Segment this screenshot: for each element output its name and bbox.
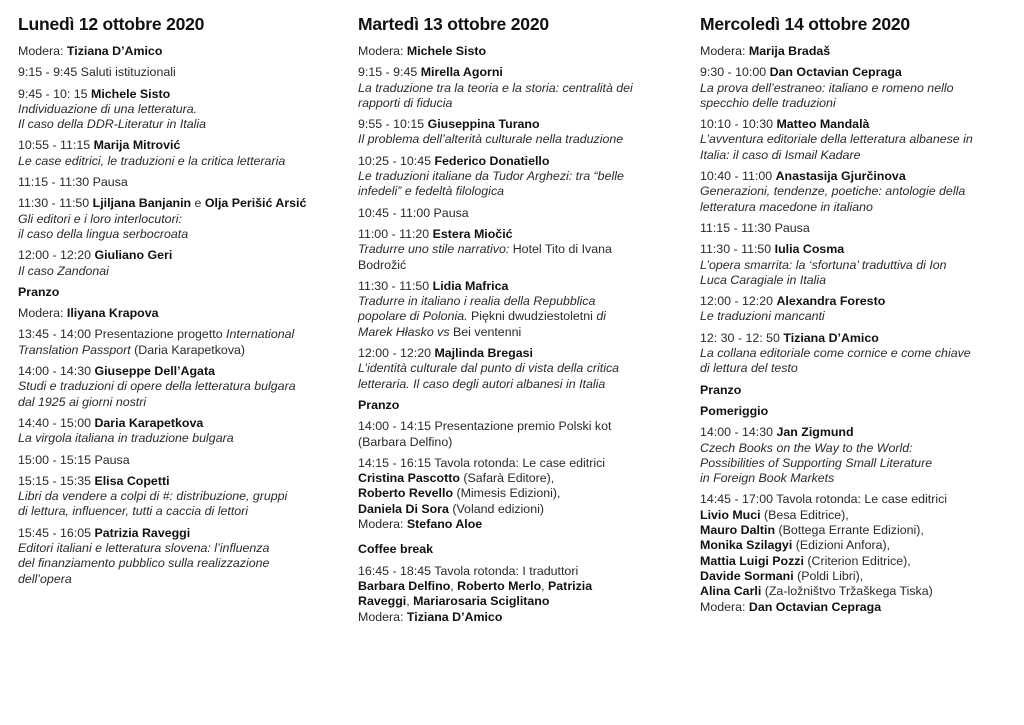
entry-text: ,	[450, 578, 458, 593]
speaker-name: Patrizia	[548, 578, 593, 593]
talk-title: Gli editori e i loro interlocutori:	[18, 211, 182, 226]
speaker-name: Pranzo	[358, 397, 400, 412]
entry-text: 16:45 - 18:45 Tavola rotonda: I traduttori	[358, 563, 579, 578]
entry-text: 9:45 - 10: 15	[18, 86, 92, 101]
talk-title: Possibilities of Supporting Small Literature	[700, 455, 933, 470]
speaker-name: Stefano Aloe	[406, 517, 483, 532]
speaker-name: Mariarosaria Sciglitano	[413, 594, 550, 609]
entry-text: 12:00 - 12:20	[358, 346, 435, 361]
entry-text: ,	[406, 594, 414, 609]
speaker-name: Pranzo	[18, 284, 60, 299]
talk-title: infedeli” e fedeltà filologica	[358, 184, 505, 199]
speaker-name: Patrizia Raveggi	[94, 525, 191, 540]
entry-text: (Mimesis Edizioni),	[453, 486, 561, 501]
schedule-entry	[700, 221, 1020, 236]
entry-text: 14:40 - 15:00	[18, 415, 95, 430]
entry-text: 15:15 - 15:35	[18, 473, 95, 488]
entry-text: 12:00 - 12:20	[700, 294, 777, 309]
schedule-list	[358, 44, 678, 625]
schedule-entry	[358, 542, 678, 557]
entry-text: 12:00 - 12:20	[18, 248, 95, 263]
speaker-name: Mattia Luigi Pozzi	[700, 553, 804, 568]
entry-text: Modera:	[358, 44, 407, 58]
schedule-entry	[700, 169, 1020, 215]
entry-text: (Barbara Delfino)	[358, 434, 453, 449]
schedule-entry	[358, 154, 678, 200]
speaker-name: Tiziana D’Amico	[406, 609, 503, 624]
entry-text: Modera:	[18, 44, 67, 58]
schedule-entry	[358, 419, 678, 450]
talk-title: Translation Passport	[18, 342, 131, 357]
schedule-entry	[18, 65, 338, 80]
entry-text: (Safarà Editore),	[459, 471, 555, 486]
day-column-tuesday	[358, 14, 678, 631]
talk-title: La collana editoriale come cornice e come chiave	[700, 346, 971, 361]
entry-text: 10:55 - 11:15	[18, 138, 94, 153]
schedule-entry	[358, 279, 678, 340]
talk-title: Individuazione di una letteratura.	[18, 101, 198, 116]
speaker-name: Giuseppina Turano	[427, 117, 540, 132]
schedule-entry	[18, 306, 338, 321]
entry-text: Bei ventenni	[453, 324, 522, 339]
entry-text: 11:30 - 11:50	[18, 196, 93, 211]
talk-title: Marek Hłasko vs	[358, 324, 454, 339]
talk-title: Italia: il caso di Ismail Kadare	[700, 147, 861, 162]
speaker-name: Pomeriggio	[700, 403, 769, 418]
speaker-name: Federico Donatiello	[434, 153, 550, 168]
talk-title: Studi e traduzioni di opere della letteratura bulgara	[18, 379, 296, 394]
schedule-entry	[18, 327, 338, 358]
speaker-name: Dan Octavian Cepraga	[769, 65, 902, 80]
schedule-entry	[358, 346, 678, 392]
talk-title: in Foreign Book Markets	[700, 471, 835, 486]
schedule-entry	[700, 331, 1020, 377]
schedule-list	[700, 44, 1020, 615]
entry-text: 10:40 - 11:00	[700, 169, 776, 184]
schedule-entry	[700, 294, 1020, 325]
schedule-entry	[18, 526, 338, 587]
talk-title: Czech Books on the Way to the World:	[700, 440, 913, 455]
day-title: Martedì 13 ottobre 2020	[358, 14, 549, 34]
speaker-name: Michele Sisto	[91, 86, 171, 101]
schedule-entry	[18, 416, 338, 447]
talk-title: Generazioni, tendenze, poetiche: antologie della	[700, 184, 966, 199]
entry-text: Hotel Tito di Ivana	[512, 242, 612, 257]
schedule-entry	[700, 242, 1020, 288]
entry-text: Modera:	[358, 609, 407, 624]
talk-title: Libri da vendere a colpi di #: distribuzione, gruppi	[18, 489, 288, 504]
entry-text: 10:10 - 10:30	[700, 117, 777, 132]
talk-title: L’identità culturale dal punto di vista della critica	[358, 361, 620, 376]
speaker-name: Livio Muci	[700, 507, 761, 522]
speaker-name: Tiziana D’Amico	[783, 330, 879, 345]
entry-text: 9:55 - 10:15	[358, 117, 428, 132]
talk-title: Tradurre uno stile narrativo:	[358, 242, 513, 257]
entry-text: 15:00 - 15:15 Pausa	[18, 452, 130, 467]
speaker-name: Alexandra Foresto	[776, 294, 886, 309]
schedule-entry	[700, 117, 1020, 163]
schedule-entry	[18, 87, 338, 133]
schedule-entry	[700, 492, 1020, 614]
entry-text: 9:15 - 9:45	[358, 65, 421, 80]
entry-text: (Poldi Libri),	[793, 568, 864, 583]
talk-title: dell’opera	[18, 571, 72, 586]
speaker-name: Daniela Di Sora	[358, 501, 449, 516]
entry-text: 11:15 - 11:30 Pausa	[18, 175, 128, 190]
entry-text: e	[191, 196, 205, 211]
speaker-name: Ljiljana Banjanin	[92, 196, 192, 211]
schedule-entry	[18, 474, 338, 520]
schedule-entry	[358, 398, 678, 413]
entry-text: (Za-ložništvo Tržaškega Tiska)	[761, 584, 933, 599]
entry-text: 14:00 - 14:30	[18, 364, 95, 379]
schedule-entry	[358, 456, 678, 532]
entry-text: Modera:	[358, 517, 407, 532]
entry-text: 15:45 - 16:05	[18, 525, 95, 540]
talk-title: Le case editrici, le traduzioni e la critica letteraria	[18, 153, 286, 168]
entry-text: 14:00 - 14:15 Presentazione premio Polski kot	[358, 419, 612, 434]
schedule-entry	[358, 65, 678, 111]
speaker-name: Roberto Revello	[358, 486, 454, 501]
talk-title: popolare di Polonia.	[358, 309, 471, 324]
talk-title: L’opera smarrita: la ‘sfortuna’ traduttiva di Ion	[700, 257, 947, 272]
talk-title: Il caso della DDR-Literatur in Italia	[18, 117, 207, 132]
entry-text: 14:00 - 14:30	[700, 425, 777, 440]
entry-text: (Bottega Errante Edizioni),	[775, 523, 924, 538]
speaker-name: Jan Zigmund	[776, 425, 854, 440]
entry-text: 9:30 - 10:00	[700, 65, 770, 80]
talk-title: La prova dell’estraneo: italiano e romeno nello	[700, 80, 954, 95]
talk-title: International	[226, 327, 295, 342]
entry-text: 11:00 - 11:20	[358, 226, 433, 241]
speaker-name: Iulia Cosma	[774, 242, 845, 257]
talk-title: Le traduzioni italiane da Tudor Arghezi: tra “belle	[358, 169, 624, 184]
entry-text: (Daria Karapetkova)	[130, 342, 246, 357]
speaker-name: Daria Karapetkova	[94, 415, 204, 430]
entry-text: Piękni dwudziestoletni	[470, 309, 597, 324]
talk-title: di lettura del testo	[700, 361, 798, 376]
talk-title: Tradurre in italiano i realia della Repubblica	[358, 294, 596, 309]
speaker-name: Davide Sormani	[700, 568, 794, 583]
schedule-entry	[358, 117, 678, 148]
talk-title: di	[596, 309, 606, 324]
speaker-name: Coffee break	[358, 542, 434, 557]
speaker-name: Tiziana D’Amico	[66, 44, 163, 58]
speaker-name: Iliyana Krapova	[66, 306, 159, 321]
schedule-entry	[700, 404, 1020, 419]
talk-title: specchio delle traduzioni	[700, 95, 836, 110]
entry-text: (Voland edizioni)	[448, 501, 544, 516]
entry-text: 10:45 - 11:00 Pausa	[358, 205, 469, 220]
speaker-name: Mirella Agorni	[420, 65, 503, 80]
entry-text: Modera:	[700, 599, 749, 614]
talk-title: Il problema dell’alterità culturale nella traduzione	[358, 132, 624, 147]
talk-title: il caso della lingua serbocroata	[18, 226, 189, 241]
talk-title: letteraria. Il caso degli autori albanesi in Italia	[358, 376, 606, 391]
schedule-entry	[18, 364, 338, 410]
speaker-name: Anastasija Gjurčinova	[775, 169, 906, 184]
entry-text: Modera:	[700, 44, 749, 58]
entry-text: 11:30 - 11:50	[700, 242, 775, 257]
schedule-entry	[358, 44, 678, 59]
schedule-entry	[18, 175, 338, 190]
schedule-entry	[358, 564, 678, 625]
speaker-name: Marija Bradaš	[748, 44, 831, 58]
speaker-name: Mauro Daltin	[700, 523, 776, 538]
schedule-entry	[18, 453, 338, 468]
schedule-entry	[18, 44, 338, 59]
talk-title: del finanziamento pubblico sulla realizzazione	[18, 556, 270, 571]
entry-text: (Criterion Editrice),	[803, 553, 911, 568]
schedule-entry	[700, 65, 1020, 111]
speaker-name: Cristina Pascotto	[358, 471, 460, 486]
entry-text: 13:45 - 14:00 Presentazione progetto	[18, 327, 227, 342]
talk-title: Il caso Zandonai	[18, 263, 109, 278]
entry-text: 12: 30 - 12: 50	[700, 330, 784, 345]
day-title: Lunedì 12 ottobre 2020	[18, 14, 205, 34]
entry-text: 10:25 - 10:45	[358, 153, 435, 168]
talk-title: La virgola italiana in traduzione bulgara	[18, 431, 234, 446]
entry-text: Modera:	[18, 306, 67, 321]
speaker-name: Barbara Delfino	[358, 578, 451, 593]
speaker-name: Estera Miočić	[432, 226, 513, 241]
schedule-entry	[700, 425, 1020, 486]
entry-text: ,	[541, 578, 549, 593]
talk-title: letteratura macedone in italiano	[700, 199, 873, 214]
schedule-entry	[18, 138, 338, 169]
talk-title: La traduzione tra la teoria e la storia: centralità dei	[358, 80, 633, 95]
day-title: Mercoledì 14 ottobre 2020	[700, 14, 910, 34]
speaker-name: Raveggi	[358, 594, 407, 609]
schedule-entry	[700, 383, 1020, 398]
speaker-name: Elisa Copetti	[94, 473, 170, 488]
entry-text: 14:45 - 17:00 Tavola rotonda: Le case editrici	[700, 492, 948, 507]
schedule-entry	[18, 285, 338, 300]
entry-text: 11:30 - 11:50	[358, 278, 433, 293]
talk-title: Editori italiani e letteratura slovena: l’influenza	[18, 541, 270, 556]
speaker-name: Lidia Mafrica	[432, 278, 509, 293]
schedule-entry	[358, 206, 678, 221]
entry-text: 9:15 - 9:45 Saluti istituzionali	[18, 65, 176, 80]
talk-title: Luca Caragiale in Italia	[700, 272, 827, 287]
speaker-name: Dan Octavian Cepraga	[748, 599, 882, 614]
speaker-name: Giuliano Geri	[94, 248, 173, 263]
speaker-name: Michele Sisto	[406, 44, 487, 58]
entry-text: (Besa Editrice),	[760, 507, 849, 522]
entry-text: (Edizioni Anfora),	[792, 538, 891, 553]
schedule-entry	[700, 44, 1020, 59]
speaker-name: Monika Szilagyi	[700, 538, 793, 553]
day-column-wednesday	[700, 14, 1020, 621]
talk-title: di lettura, influencer, tutti a caccia di lettori	[18, 504, 249, 519]
speaker-name: Pranzo	[700, 382, 742, 397]
talk-title: L’avventura editoriale della letteratura albanese in	[700, 132, 973, 147]
entry-text: 14:15 - 16:15 Tavola rotonda: Le case editrici	[358, 455, 606, 470]
talk-title: rapporti di fiducia	[358, 95, 453, 110]
speaker-name: Olja Perišić Arsić	[204, 196, 307, 211]
schedule-entry	[18, 248, 338, 279]
entry-text: Bodrožić	[358, 257, 407, 272]
talk-title: Le traduzioni mancanti	[700, 309, 825, 324]
schedule-entry	[358, 227, 678, 273]
speaker-name: Majlinda Bregasi	[434, 346, 533, 361]
speaker-name: Roberto Merlo	[457, 578, 542, 593]
speaker-name: Alina Carli	[700, 584, 762, 599]
speaker-name: Matteo Mandalà	[776, 117, 870, 132]
schedule-entry	[18, 196, 338, 242]
day-column-monday	[18, 14, 338, 593]
speaker-name: Marija Mitrović	[93, 138, 181, 153]
schedule-list	[18, 44, 338, 587]
talk-title: dal 1925 ai giorni nostri	[18, 394, 147, 409]
speaker-name: Giuseppe Dell’Agata	[94, 364, 215, 379]
entry-text: 11:15 - 11:30 Pausa	[700, 220, 810, 235]
